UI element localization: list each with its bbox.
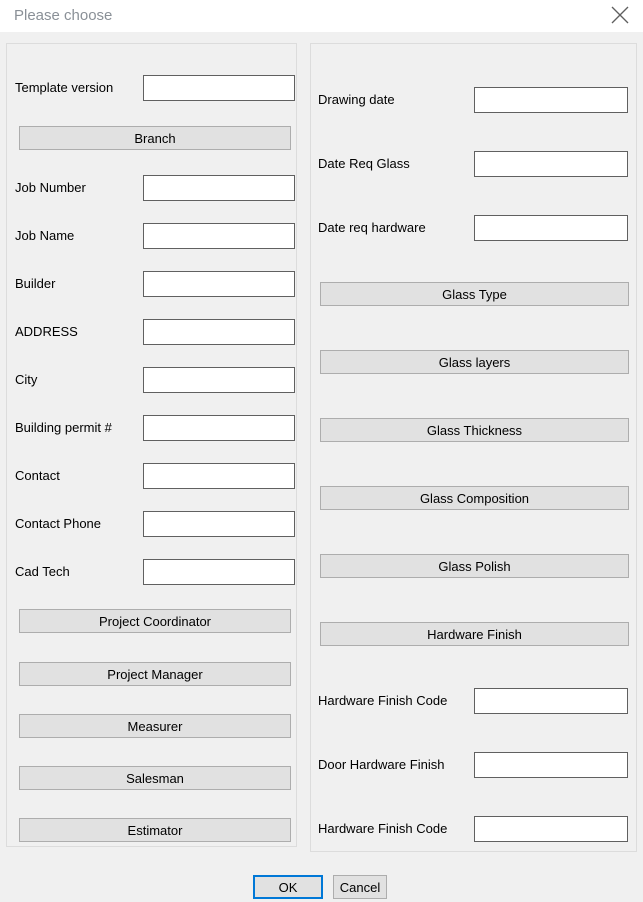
job-name-input[interactable]	[143, 223, 295, 249]
hardware-finish-code-1-input[interactable]	[474, 688, 628, 714]
measurer-button[interactable]: Measurer	[19, 714, 291, 738]
template-version-input[interactable]	[143, 75, 295, 101]
contact-label: Contact	[15, 468, 60, 483]
contact-phone-label: Contact Phone	[15, 516, 102, 531]
door-hardware-finish-input[interactable]	[474, 752, 628, 778]
drawing-date-label: Drawing date	[318, 92, 395, 107]
city-input[interactable]	[143, 367, 295, 393]
address-label: ADDRESS	[15, 324, 78, 339]
close-icon	[611, 6, 629, 24]
cad-tech-input[interactable]	[143, 559, 295, 585]
hardware-finish-button[interactable]: Hardware Finish	[320, 622, 629, 646]
hardware-finish-code-2-label: Hardware Finish Code	[318, 821, 448, 836]
contact-phone-input[interactable]	[143, 511, 295, 537]
builder-label: Builder	[15, 276, 56, 291]
hardware-finish-code-1-label: Hardware Finish Code	[318, 693, 448, 708]
door-hardware-finish-label: Door Hardware Finish	[318, 757, 445, 772]
building-permit-input[interactable]	[143, 415, 295, 441]
cad-tech-label: Cad Tech	[15, 564, 70, 579]
glass-composition-button[interactable]: Glass Composition	[320, 486, 629, 510]
address-input[interactable]	[143, 319, 295, 345]
date-req-hardware-label: Date req hardware	[318, 220, 426, 235]
date-req-glass-label: Date Req Glass	[318, 156, 410, 171]
project-coordinator-button[interactable]: Project Coordinator	[19, 609, 291, 633]
building-permit-label: Building permit #	[15, 420, 112, 435]
close-button[interactable]	[603, 0, 637, 30]
cancel-button[interactable]: Cancel	[333, 875, 387, 899]
date-req-hardware-input[interactable]	[474, 215, 628, 241]
left-panel	[6, 43, 297, 847]
salesman-button[interactable]: Salesman	[19, 766, 291, 790]
city-label: City	[15, 372, 38, 387]
branch-button[interactable]: Branch	[19, 126, 291, 150]
glass-thickness-button[interactable]: Glass Thickness	[320, 418, 629, 442]
dialog-body	[0, 32, 643, 902]
ok-button[interactable]: OK	[253, 875, 323, 899]
job-number-input[interactable]	[143, 175, 295, 201]
contact-input[interactable]	[143, 463, 295, 489]
glass-polish-button[interactable]: Glass Polish	[320, 554, 629, 578]
right-panel	[310, 43, 637, 852]
window-title: Please choose	[14, 7, 113, 24]
hardware-finish-code-2-input[interactable]	[474, 816, 628, 842]
job-name-label: Job Name	[15, 228, 75, 243]
job-number-label: Job Number	[15, 180, 86, 195]
builder-input[interactable]	[143, 271, 295, 297]
glass-type-button[interactable]: Glass Type	[320, 282, 629, 306]
template-version-label: Template version	[15, 80, 114, 95]
date-req-glass-input[interactable]	[474, 151, 628, 177]
glass-layers-button[interactable]: Glass layers	[320, 350, 629, 374]
title-bar	[0, 0, 643, 32]
project-manager-button[interactable]: Project Manager	[19, 662, 291, 686]
drawing-date-input[interactable]	[474, 87, 628, 113]
estimator-button[interactable]: Estimator	[19, 818, 291, 842]
